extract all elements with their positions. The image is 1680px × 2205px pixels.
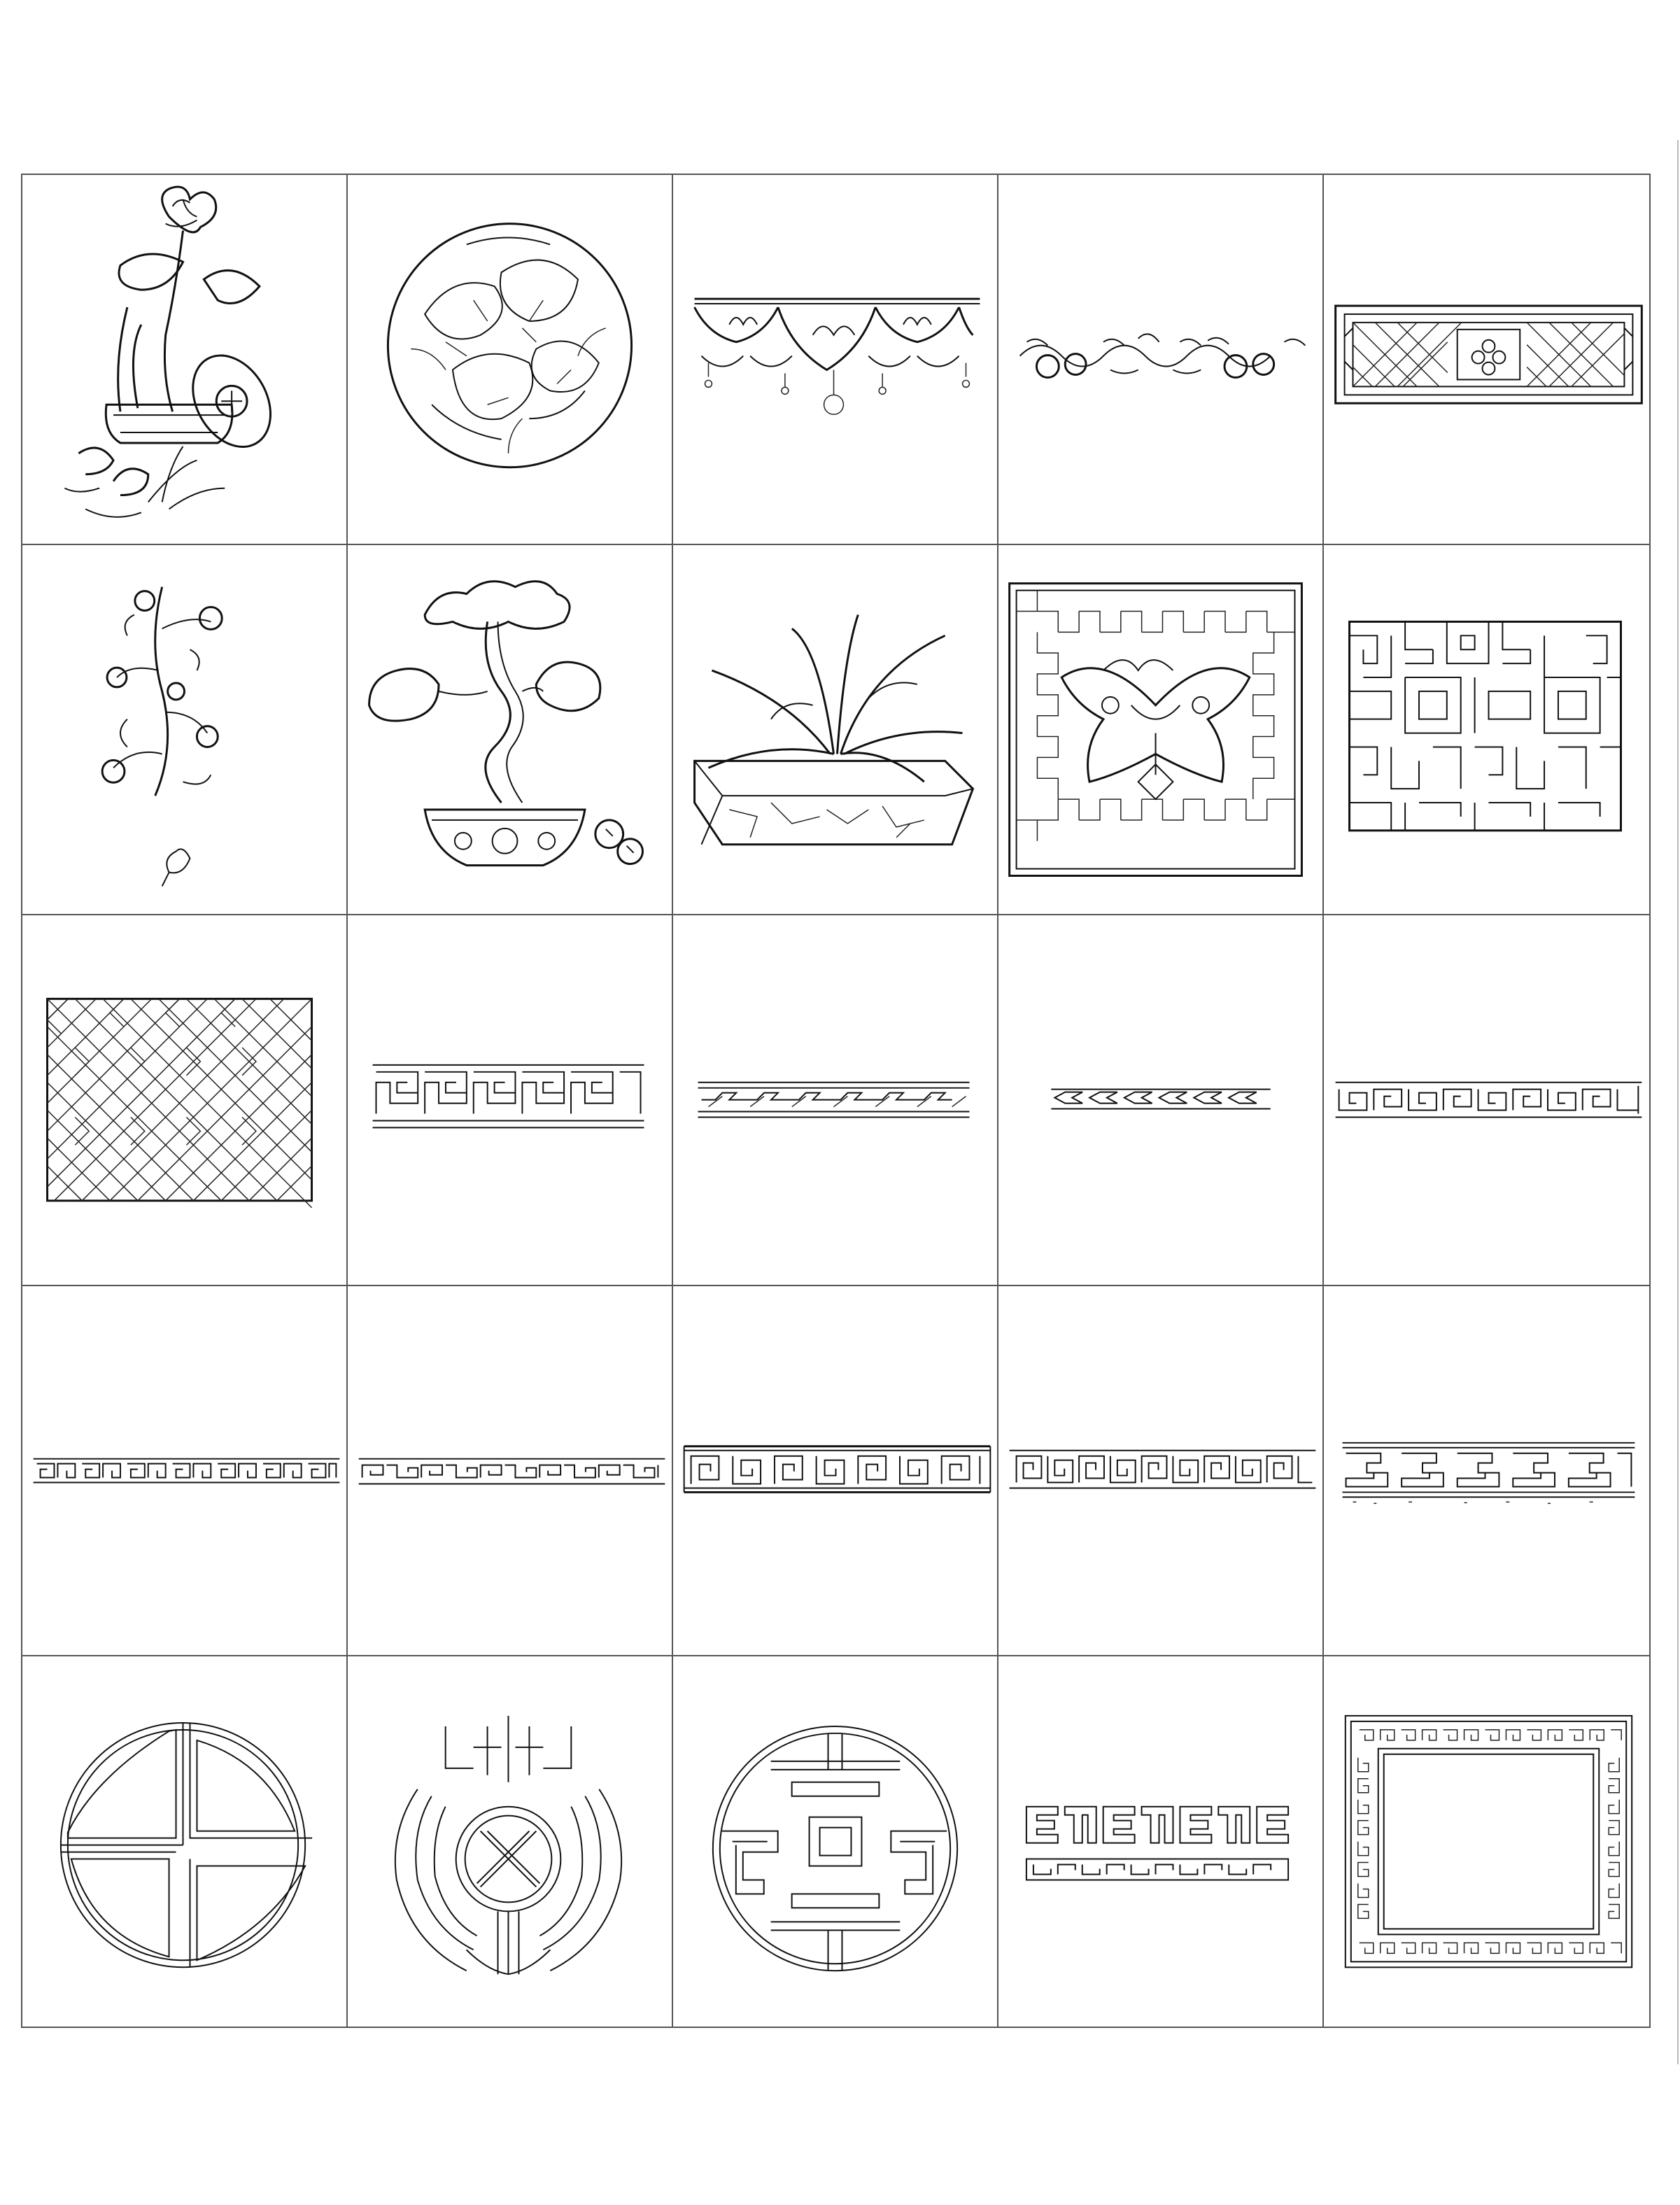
square-fret-panel-with-bat-motif-icon <box>998 545 1322 914</box>
t-fret-border-icon <box>1324 1286 1649 1655</box>
orchid-in-planter-icon <box>673 545 997 914</box>
stepped-fret-border-icon <box>348 915 672 1284</box>
flowering-branch-illustration-icon <box>22 545 346 914</box>
large-square-spiral-border-icon <box>673 1286 997 1655</box>
cell-r1c3 <box>673 175 998 545</box>
cell-r1c2 <box>348 175 673 545</box>
interlocking-fret-square-panel-icon <box>1324 545 1649 914</box>
cell-r2c5 <box>1324 545 1649 915</box>
cell-r2c2 <box>348 545 673 915</box>
zigzag-fret-border-icon <box>998 915 1322 1284</box>
rectangular-lattice-panel-icon <box>1324 175 1649 544</box>
cell-r3c4 <box>998 915 1324 1285</box>
fruit-and-leaf-scroll-border-icon <box>998 175 1322 544</box>
cell-r4c4 <box>998 1286 1324 1656</box>
cell-r5c5 <box>1324 1656 1649 2027</box>
page-edge-line <box>1677 140 1679 2064</box>
cell-r5c1 <box>22 1656 348 2027</box>
cell-r3c2 <box>348 915 673 1285</box>
pattern-grid <box>21 174 1651 2028</box>
thin-scroll-fret-border-icon <box>673 915 997 1284</box>
round-fret-medallion-icon <box>673 1656 997 2027</box>
cell-r4c1 <box>22 1286 348 1656</box>
cell-r3c3 <box>673 915 998 1285</box>
double-fret-border-icon <box>998 1656 1322 2027</box>
square-spiral-border-icon <box>998 1286 1322 1655</box>
bonsai-tree-in-bowl-icon <box>348 545 672 914</box>
lotus-and-lidded-bowl-illustration-icon <box>22 175 346 544</box>
cell-r3c1 <box>22 915 348 1285</box>
cell-r1c4 <box>998 175 1324 545</box>
diagonal-fret-lattice-panel-icon <box>22 915 346 1284</box>
cell-r1c1 <box>22 175 348 545</box>
cell-r4c2 <box>348 1286 673 1656</box>
running-key-border-icon <box>348 1286 672 1655</box>
cell-r5c4 <box>998 1656 1324 2027</box>
lotus-valance-border-with-tassels-icon <box>673 175 997 544</box>
small-greek-key-border-icon <box>22 1286 346 1655</box>
cell-r2c1 <box>22 545 348 915</box>
cell-r2c3 <box>673 545 998 915</box>
cell-r4c5 <box>1324 1286 1649 1656</box>
round-peony-medallion-icon <box>348 175 672 544</box>
square-key-fret-border-icon <box>1324 915 1649 1284</box>
cell-r4c3 <box>673 1286 998 1656</box>
cell-r3c5 <box>1324 915 1649 1285</box>
greek-key-frame-icon <box>1324 1656 1649 2027</box>
cell-r2c4 <box>998 545 1324 915</box>
round-shou-longevity-medallion-icon <box>348 1656 672 2027</box>
cell-r1c5 <box>1324 175 1649 545</box>
cell-r5c2 <box>348 1656 673 2027</box>
round-swastika-medallion-icon <box>22 1656 346 2027</box>
cell-r5c3 <box>673 1656 998 2027</box>
